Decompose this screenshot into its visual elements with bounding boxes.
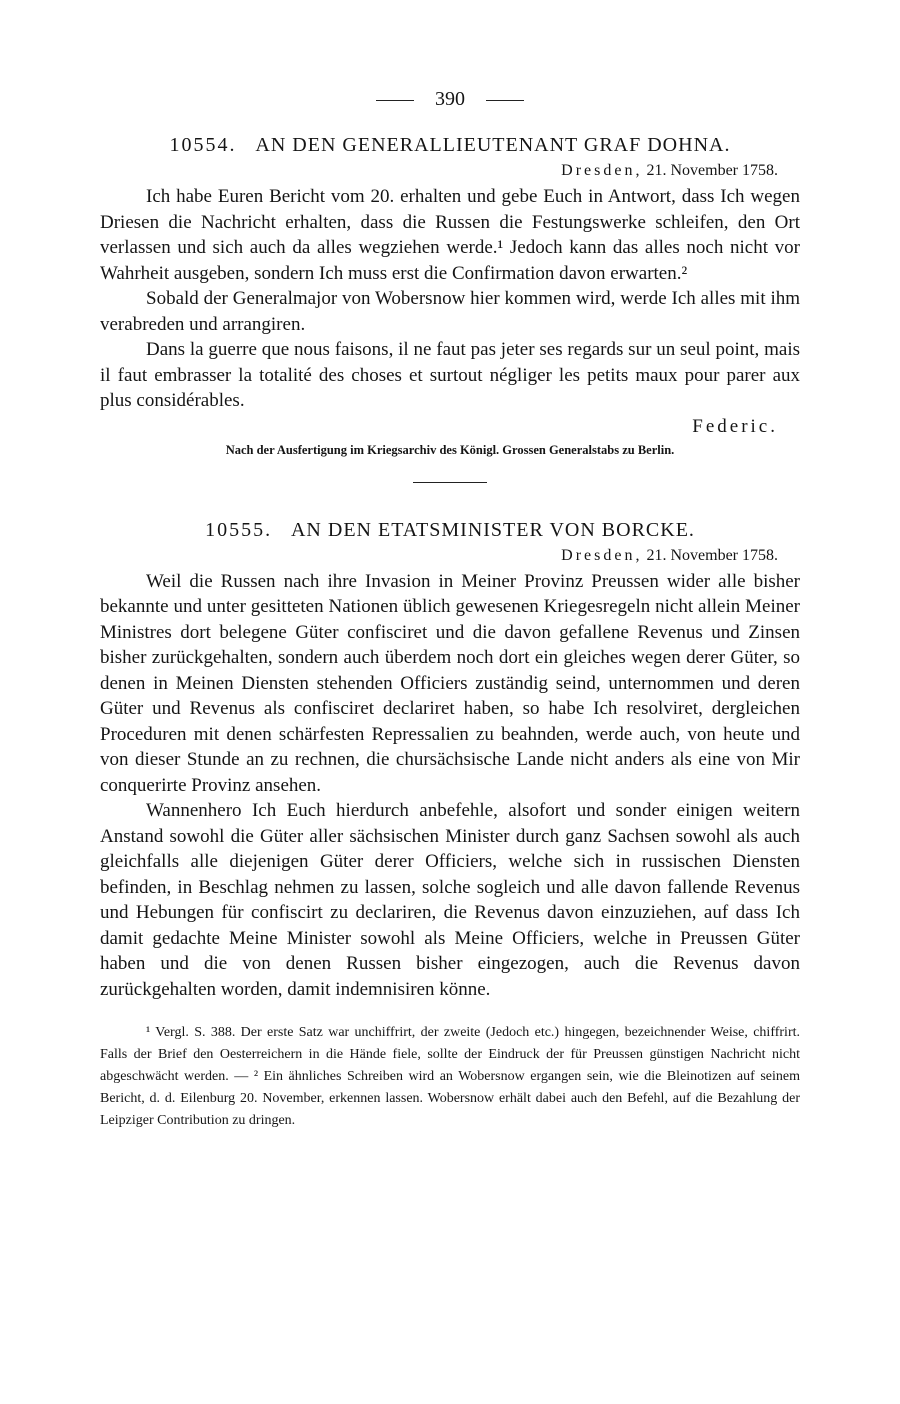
letter-number: 10555. (205, 518, 273, 541)
header-dash-right (486, 100, 524, 101)
letter-title: AN DEN GENERALLIEUTENANT GRAF DOHNA. (255, 134, 731, 156)
letter-title: AN DEN ETATSMINISTER VON BORCKE. (290, 518, 695, 541)
footnote: ¹ Vergl. S. 388. Der erste Satz war unchiffrirt, der zweite (Jedoch etc.) hingegen, bezeichnender Weise, chiffrirt. Falls der Brief den Oesterreichern in die Hände fiele, sollte der Eindruck der für Preussen günstigen Nachricht nicht abgeschwächt werden. — ² Ein ähnliches Schreiben wird an Wobersnow ergangen sein, wie die Bleinotizen auf seinem Bericht, d. d. Eilenburg 20. November, erkennen lassen. Wobersnow erhält dabei auch den Befehl, auf die Bezahlung der Leipziger Contribution zu dringen. (100, 1025, 800, 1128)
letter-dateline (100, 158, 800, 184)
letter-heading (100, 132, 800, 158)
letter-signature: Federic. (692, 415, 778, 437)
document-page (100, 84, 800, 1132)
letter-number: 10554. (169, 134, 237, 156)
letter-date: 21. November 1758. (646, 162, 778, 179)
letter-heading (100, 517, 800, 543)
letter-body (100, 569, 800, 1003)
letter-10554 (100, 132, 800, 460)
letter-place: Dresden, (561, 162, 643, 179)
footnotes (100, 1022, 800, 1132)
letter-10555 (100, 517, 800, 1003)
page-header (100, 84, 800, 114)
letter-date: 21. November 1758. (646, 546, 778, 564)
header-dash-left (376, 100, 414, 101)
paragraph: Ich habe Euren Bericht vom 20. erhalten und gebe Euch in Antwort, dass Ich wegen Driesen die Nachricht erhalten, dass die Russen die Festungswerke schleifen, den Ort verlassen und sich auch da alles wegziehen werde.¹ Jedoch kann das alles noch nicht vor Wahrheit ausgeben, sondern Ich muss erst die Confirmation davon erwarten.² (100, 186, 800, 284)
paragraph: Dans la guerre que nous faisons, il ne faut pas jeter ses regards sur un seul point, mais il faut embrasser la totalité des choses et surtout négliger les petits maux pour parer aux plus considérables. (100, 339, 800, 411)
letter-place: Dresden, (561, 546, 643, 564)
letter-separator (413, 482, 487, 483)
paragraph: Weil die Russen nach ihre Invasion in Meiner Provinz Preussen wider alle bisher bekannte und unter gesitteten Nationen üblich gewesenen Kriegesregeln nicht allein Meiner Ministres dort belegene Güter confisciret und die davon gefallene Revenus und Zinsen bisher zurückgehalten, sondern auch überdem noch dort ein gleiches wegen derer Güter, so denen in Meinen Diensten stehenden Officiers zuständig seind, unternommen und deren Güter und Revenus als confisciret declariret haben, so habe Ich resolviret, dergleichen Proceduren mit denen schärfesten Repressalien zu beahnden, werde auch, von heute und von dieser Stunde an zu rechnen, die chursächsische Lande nicht anders als eine von Mir conquerirte Provinz ansehen. (100, 570, 800, 796)
paragraph: Sobald der Generalmajor von Wobersnow hier kommen wird, werde Ich alles mit ihm verabreden und arrangiren. (100, 288, 800, 335)
page-number: 390 (435, 88, 465, 110)
letter-dateline (100, 543, 800, 569)
paragraph: Wannenhero Ich Euch hierdurch anbefehle, alsofort und sonder einigen weitern Anstand sowohl die Güter aller sächsischen Minister durch ganz Sachsen sowohl als auch gleichfalls alle diejenigen Güter derer Officiers, welche sich in russischen Diensten befinden, in Beschlag nehmen zu lassen, solche sogleich und alle davon fallende Revenus und Hebungen für confiscirt zu declariren, die Revenus davon einzuziehen, auf dass Ich damit gedachte Meine Minister sowohl als Meine Officiers, welche in Preussen Güter haben und die von denen Russen bisher eingezogen, auch die Revenus davon zurückgehalten worden, damit indemnisiren könne. (100, 800, 800, 1000)
letter-body (100, 184, 800, 414)
source-note: Nach der Ausfertigung im Kriegsarchiv des Königl. Grossen Generalstabs zu Berlin. (225, 442, 675, 457)
